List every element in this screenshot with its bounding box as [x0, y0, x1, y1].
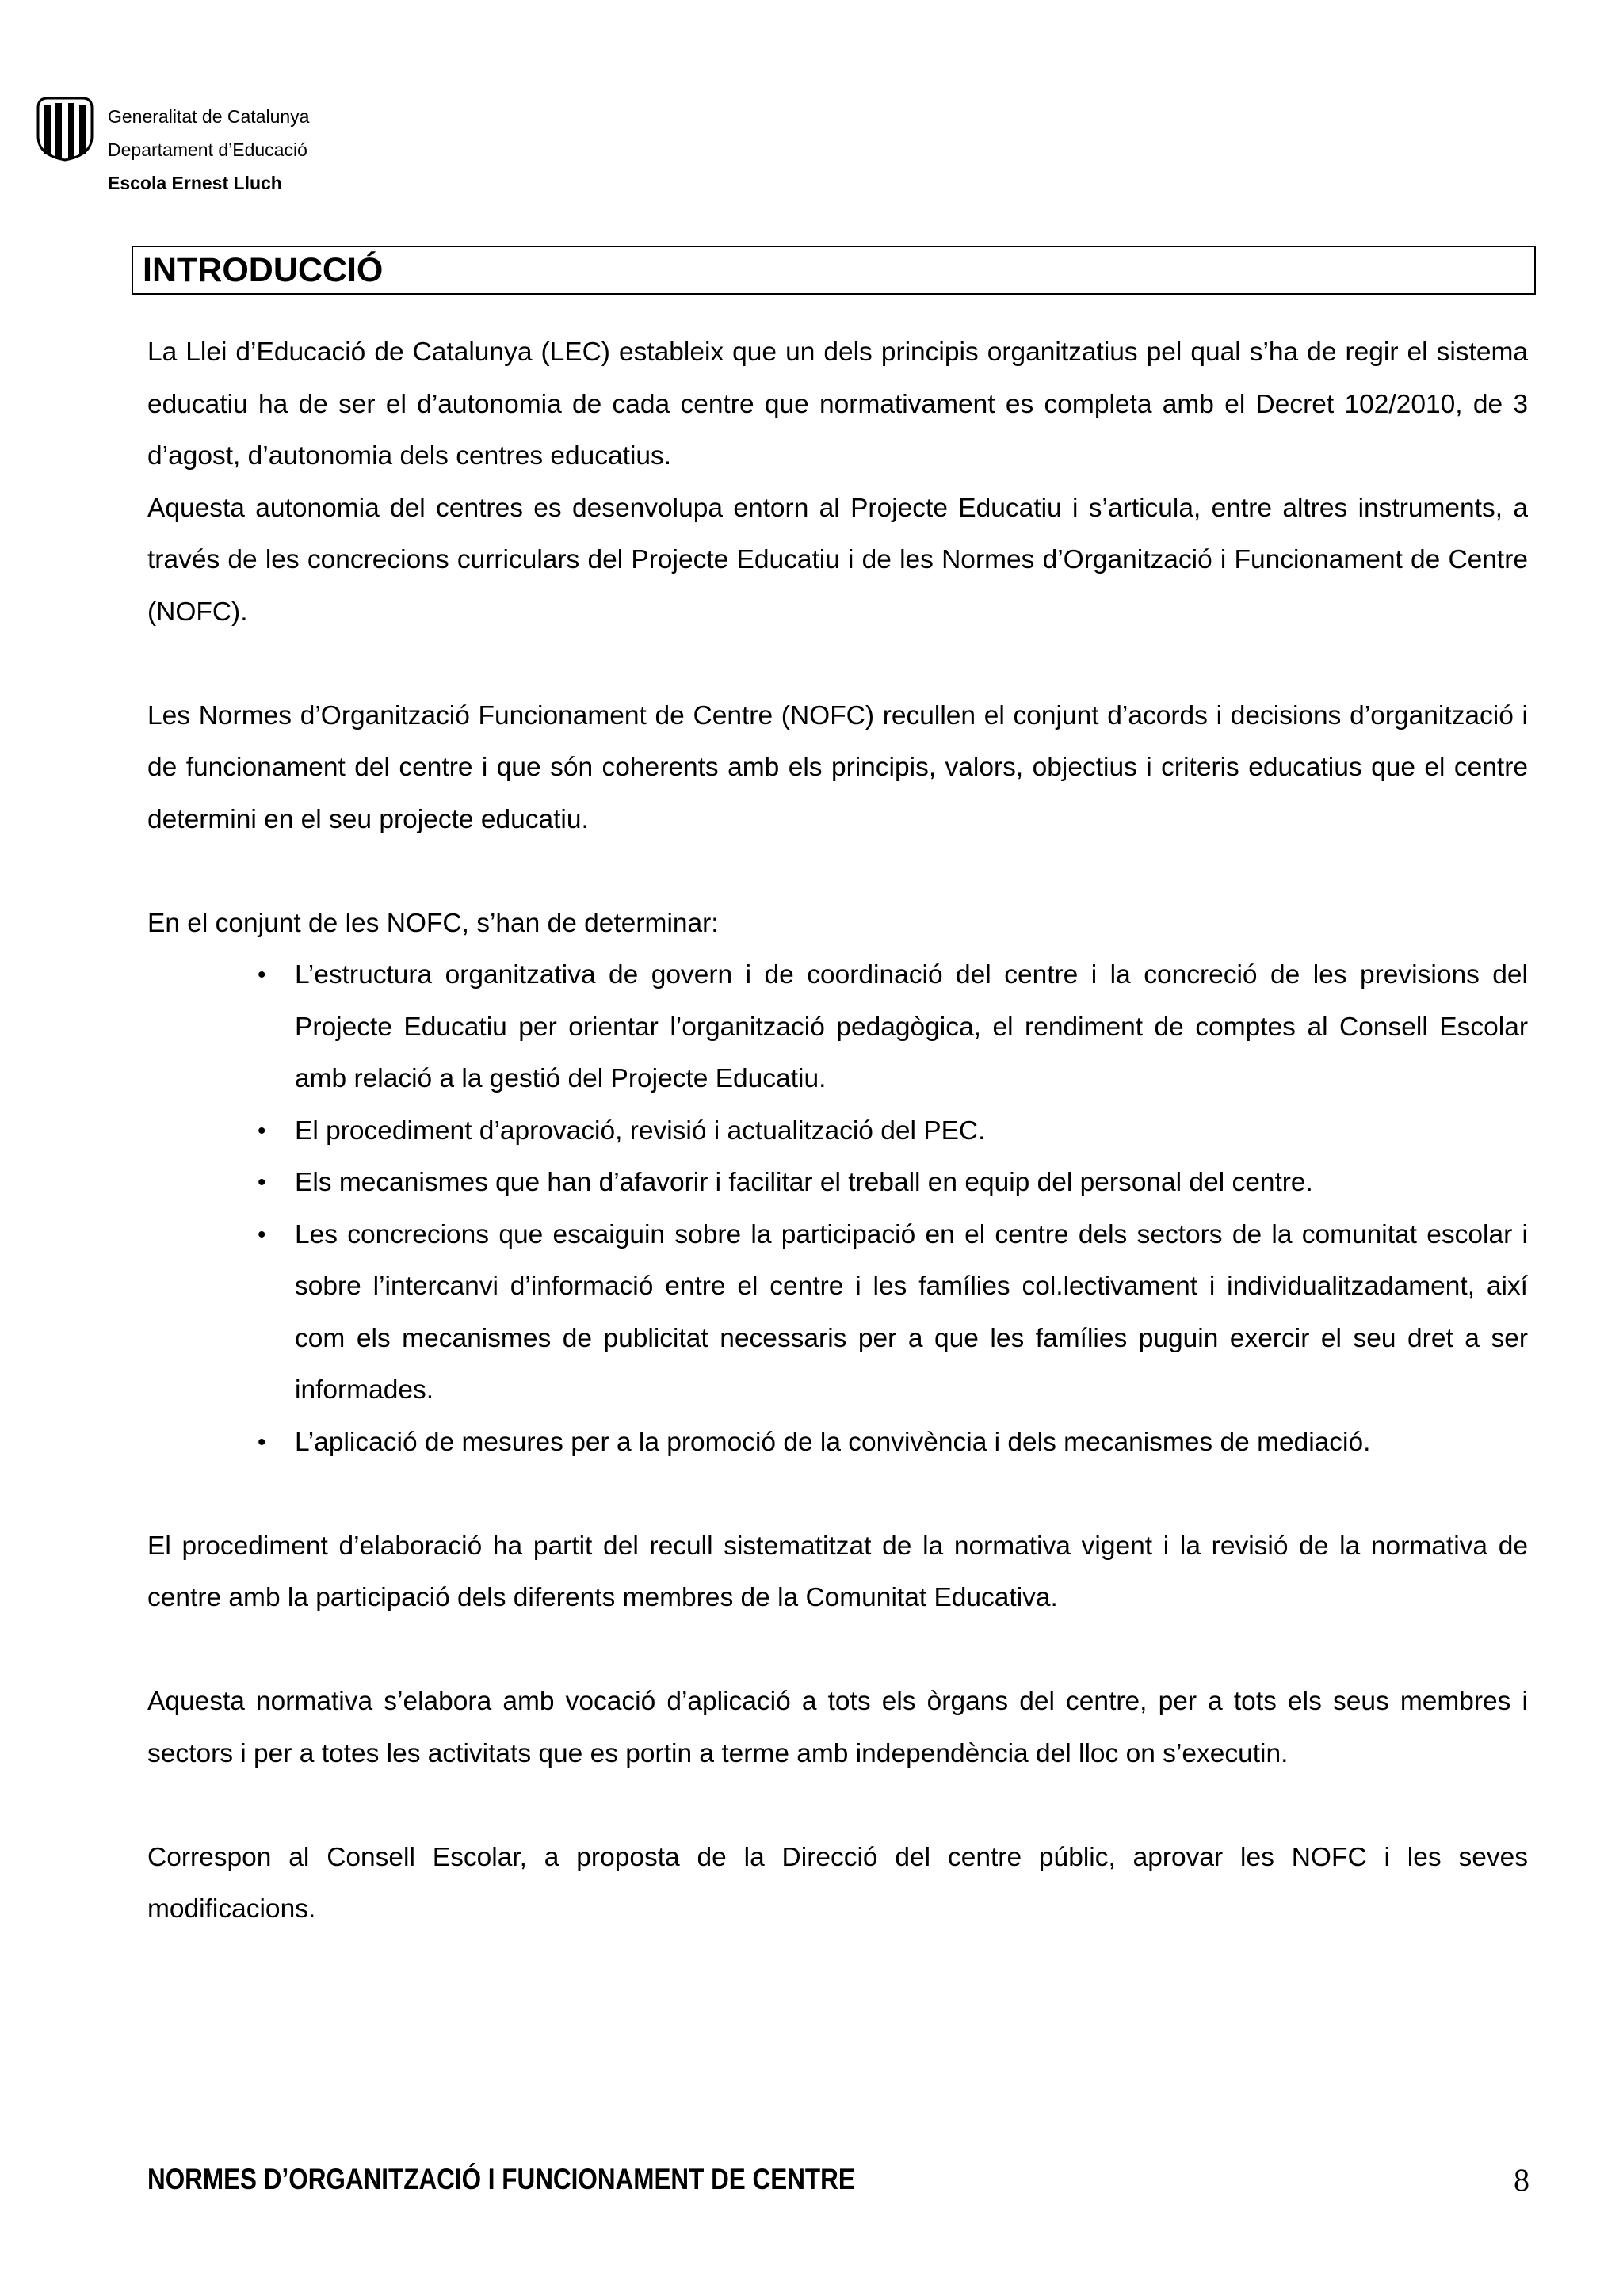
bullet-icon: •: [258, 1169, 266, 1196]
bullet-icon: •: [258, 1221, 266, 1248]
list-item: • El procediment d’aprovació, revisió i actualització del PEC.: [295, 1105, 1528, 1158]
generalitat-emblem-icon: [35, 97, 95, 162]
bullet-icon: •: [258, 1428, 266, 1455]
footer-title: NORMES D’ORGANITZACIÓ I FUNCIONAMENT DE CENTRE: [147, 2163, 855, 2195]
header-line-generalitat: Generalitat de Catalunya: [108, 106, 310, 127]
list-item: • L’aplicació de mesures per a la promoció de la convivència i dels mecanismes de mediació.: [295, 1417, 1528, 1469]
section-title: INTRODUCCIÓ: [132, 246, 1536, 295]
bullet-icon: •: [258, 962, 266, 988]
paragraph-procedure: El procediment d’elaboració ha partit del recull sistematitzat de la normativa vigent i la revisió de la normativa de centre amb la participació dels diferents membres de la Comunitat Educativa.: [147, 1531, 1528, 1612]
paragraph-scope: Aquesta normativa s’elabora amb vocació d’aplicació a tots els òrgans del centre, per a tots els seus membres i sectors i per a totes les activitats que es portin a terme amb independència del lloc on s’executin.: [147, 1687, 1528, 1768]
list-item: • Les concrecions que escaiguin sobre la participació en el centre dels sectors de la comunitat escolar i sobre l’intercanvi d’informació entre el centre i les famílies col.lectivament i individualitzadament, així com els mecanismes de publicitat necessaris per a que les famílies puguin exercir el seu dret a ser informades.: [295, 1209, 1528, 1417]
bullet-icon: •: [258, 1117, 266, 1144]
header-line-department: Departament d’Educació: [108, 139, 307, 160]
page-number: 8: [1514, 2162, 1529, 2198]
paragraph-autonomy: Aquesta autonomia del centres es desenvolupa entorn al Projecte Educatiu i s’articula, entre altres instruments, a través de les concrecions curriculars del Projecte Educatiu i de les Normes d’Organització i Funcionament de Centre (NOFC).: [147, 493, 1528, 627]
document-body: [147, 326, 1528, 1936]
header-line-school: Escola Ernest Lluch: [108, 173, 282, 193]
list-item: • L’estructura organitzativa de govern i de coordinació del centre i la concreció de les previsions del Projecte Educatiu per orientar l’organització pedagògica, el rendiment de comptes al Consell Escolar amb relació a la gestió del Projecte Educatiu.: [295, 949, 1528, 1105]
paragraph-nofc-intro: En el conjunt de les NOFC, s’han de determinar:: [147, 908, 719, 938]
paragraph-approval: Correspon al Consell Escolar, a proposta de la Direcció del centre públic, aprovar les NOFC i les seves modificacions.: [147, 1842, 1528, 1924]
nofc-bullet-list: [147, 949, 1528, 1468]
paragraph-nofc-definition: Les Normes d’Organització Funcionament de Centre (NOFC) recullen el conjunt d’acords i decisions d’organització i de funcionament del centre i que són coherents amb els principis, valors, objectius i criteris educatius que el centre determini en el seu projecte educatiu.: [147, 700, 1528, 834]
paragraph-lec: La Llei d’Educació de Catalunya (LEC) estableix que un dels principis organitzatius pel qual s’ha de regir el sistema educatiu ha de ser el d’autonomia de cada centre que normativament es completa amb el Decret 102/2010, de 3 d’agost, d’autonomia dels centres educatius.: [147, 338, 1528, 471]
letterhead: [35, 95, 510, 198]
list-item: • Els mecanismes que han d’afavorir i facilitar el treball en equip del personal del centre.: [295, 1157, 1528, 1209]
